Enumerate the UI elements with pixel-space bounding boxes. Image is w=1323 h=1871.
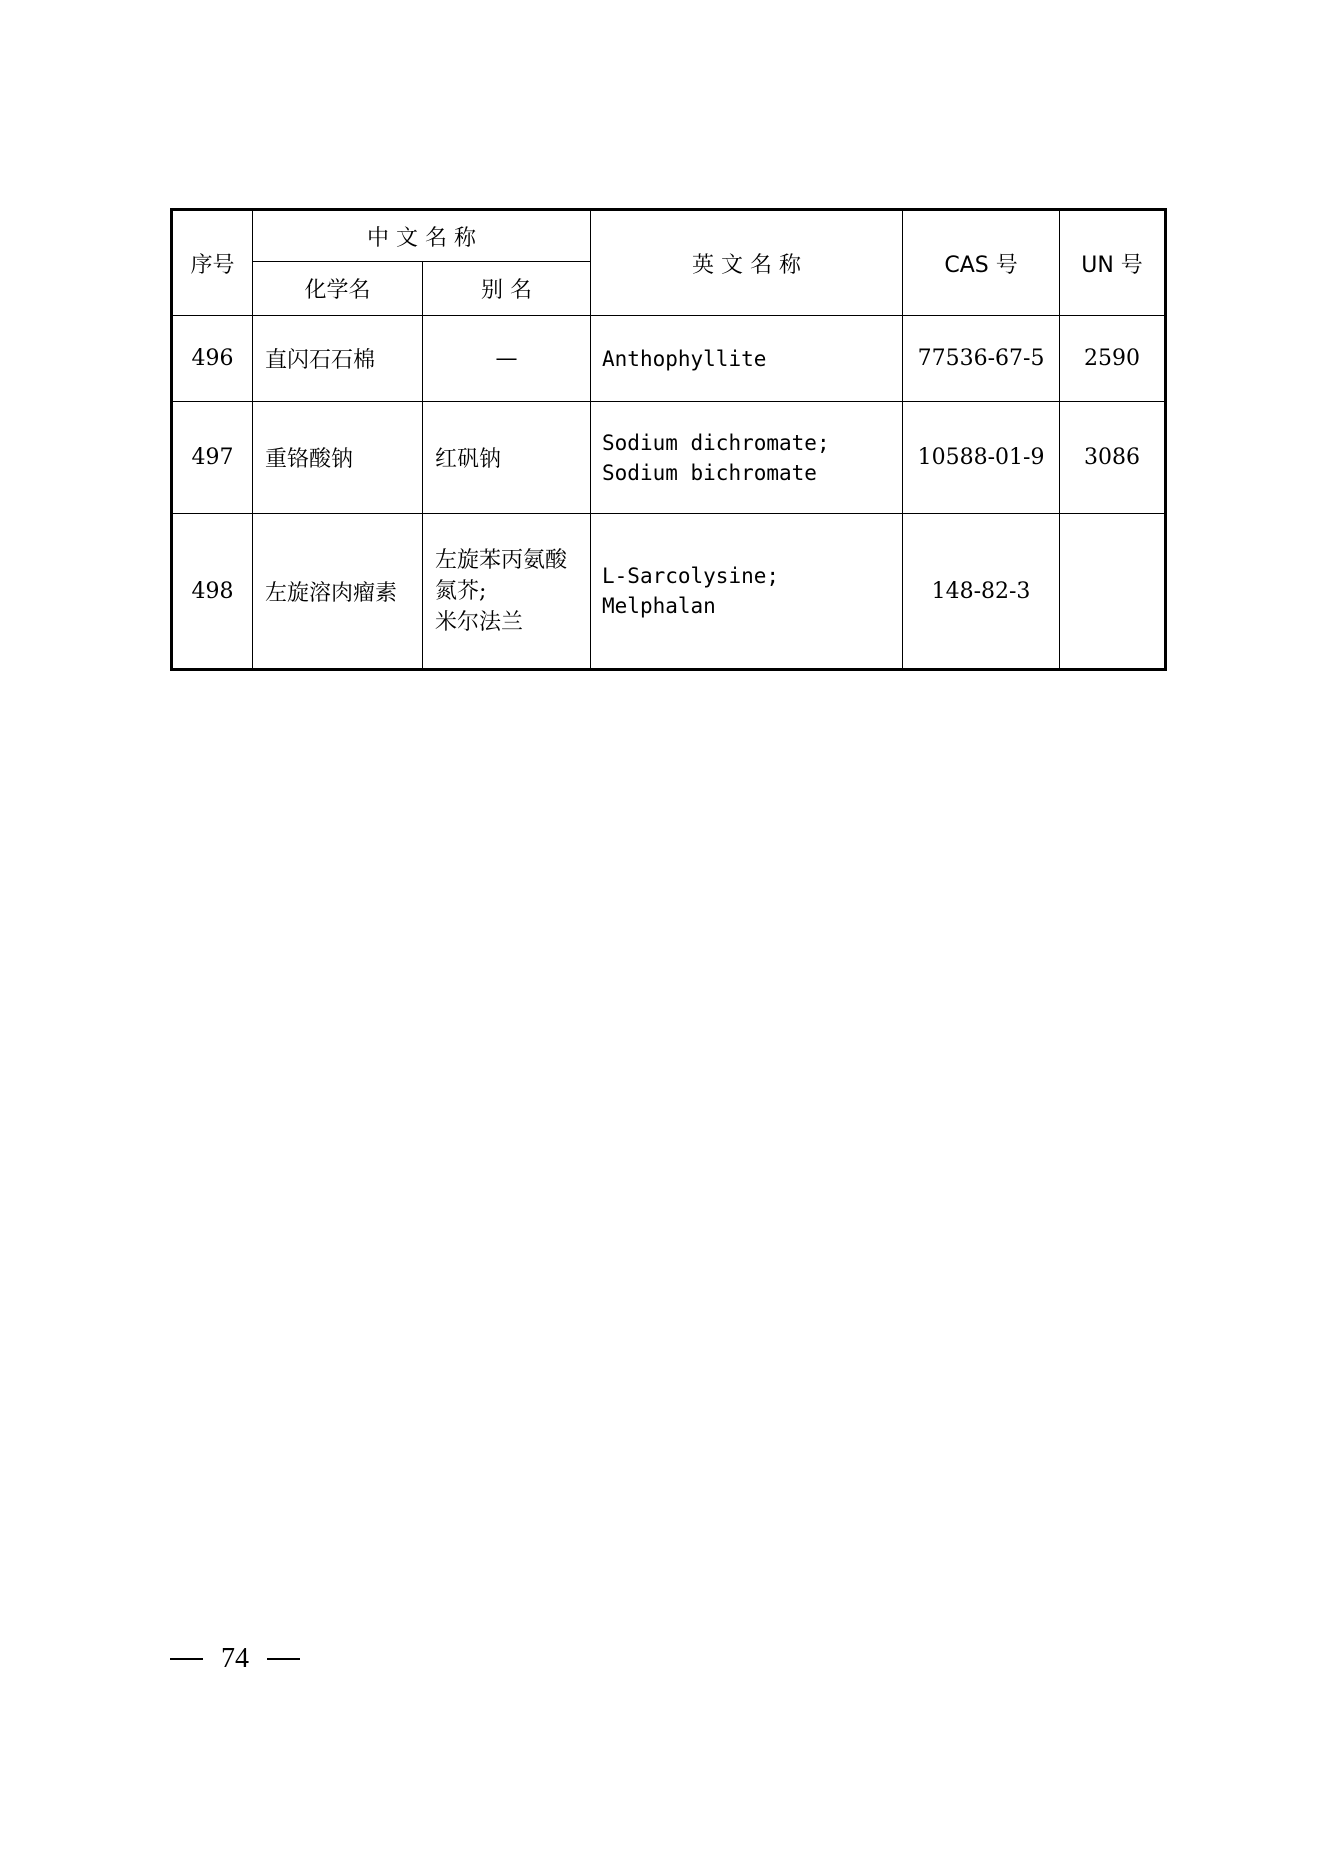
- cell-cas: 148-82-3: [903, 514, 1060, 670]
- header-seq: 序号: [172, 210, 253, 316]
- cell-alias: [423, 514, 591, 670]
- cell-seq: 496: [172, 316, 253, 402]
- footer-dash-right: [267, 1658, 300, 1660]
- table-row: [172, 316, 1166, 402]
- cell-seq: 498: [172, 514, 253, 670]
- header-cas: CAS 号: [903, 210, 1060, 316]
- header-chemical-name: 化学名: [253, 262, 423, 316]
- header-chinese-name: 中 文 名 称: [253, 210, 591, 262]
- alias-line: 左旋苯丙氨酸: [435, 547, 568, 573]
- alias-line: 氮芥;: [435, 578, 487, 604]
- cell-english-name: Anthophyllite: [591, 316, 903, 402]
- cell-seq: 497: [172, 402, 253, 514]
- cell-un: [1060, 514, 1166, 670]
- footer-dash-left: [170, 1658, 203, 1660]
- hazardous-chemicals-table: [170, 208, 1167, 671]
- cell-english-name: L-Sarcolysine; Melphalan: [591, 514, 903, 670]
- cell-chemical-name: 直闪石石棉: [253, 316, 423, 402]
- cell-cas: 10588-01-9: [903, 402, 1060, 514]
- header-row-top: [172, 210, 1166, 262]
- cell-chemical-name: 左旋溶肉瘤素: [253, 514, 423, 670]
- cell-english-name: Sodium dichromate; Sodium bichromate: [591, 402, 903, 514]
- cell-alias: —: [423, 316, 591, 402]
- table-row: [172, 402, 1166, 514]
- header-un: UN 号: [1060, 210, 1166, 316]
- page-footer: [170, 1643, 300, 1675]
- cell-un: 2590: [1060, 316, 1166, 402]
- cell-alias: 红矾钠: [423, 402, 591, 514]
- cell-chemical-name: 重铬酸钠: [253, 402, 423, 514]
- page-number: 74: [221, 1643, 249, 1674]
- cell-un: 3086: [1060, 402, 1166, 514]
- header-english-name: 英 文 名 称: [591, 210, 903, 316]
- alias-line: 米尔法兰: [435, 609, 524, 635]
- cell-cas: 77536-67-5: [903, 316, 1060, 402]
- table-row: [172, 514, 1166, 670]
- header-alias: 别 名: [423, 262, 591, 316]
